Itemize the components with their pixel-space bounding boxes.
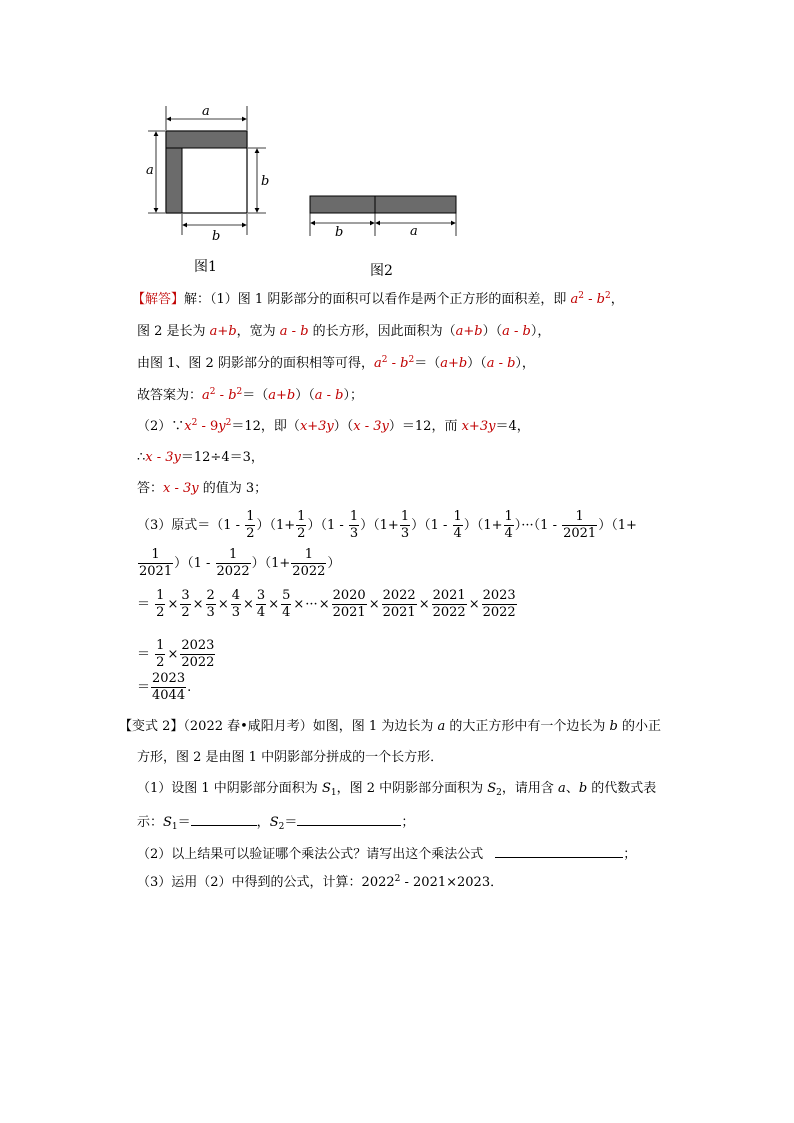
- text: ，: [256, 815, 270, 830]
- text: （3）原式＝（1 -: [137, 518, 245, 533]
- fraction: [400, 509, 410, 542]
- text: ＝12，即（: [231, 419, 300, 434]
- text: ＝（: [414, 356, 441, 371]
- text: 故答案为：: [137, 388, 203, 403]
- text: - 9: [197, 419, 219, 434]
- answer-line-1: [132, 291, 624, 309]
- math: x+3y: [461, 419, 496, 434]
- numerator: 2022: [382, 588, 416, 603]
- var: b: [578, 781, 588, 796]
- fig1-caption: 图1: [194, 259, 217, 275]
- fraction: [296, 509, 306, 542]
- text: ）（1+: [251, 556, 291, 571]
- math: x - 3y: [145, 450, 181, 465]
- exp: 2: [236, 387, 243, 397]
- equals: ＝: [137, 647, 151, 662]
- text: 由图 1、图 2 阴影部分的面积相等可得，: [137, 356, 374, 371]
- numerator: 2020: [332, 588, 366, 603]
- fig1-label-a-top: a: [202, 104, 210, 119]
- text: - 2021×2023．: [400, 875, 504, 890]
- numerator: 1: [216, 547, 251, 564]
- numerator: 2: [206, 588, 215, 603]
- numerator: 1: [291, 547, 326, 564]
- math: a+b: [209, 324, 237, 339]
- variant-line-4: [137, 811, 414, 832]
- numerator: 1: [297, 509, 306, 524]
- text: ）＝12，而: [388, 419, 462, 434]
- text: ，宽为: [236, 324, 280, 339]
- var: S: [487, 781, 497, 796]
- math: x: [184, 419, 192, 434]
- fraction: [155, 588, 165, 621]
- text: ，图 2 中阴影部分面积为: [336, 781, 488, 796]
- figure-1: [140, 100, 280, 270]
- math: a - b: [486, 356, 516, 371]
- denominator: 3: [231, 605, 240, 620]
- text: （2022 春•咸阳月考）如图，图 1 为边长为: [183, 719, 438, 734]
- numerator: 2023: [152, 671, 186, 686]
- denominator: 2: [156, 655, 165, 670]
- text: -: [583, 292, 597, 307]
- var: S: [163, 815, 172, 830]
- denominator: 2022: [216, 564, 250, 579]
- text: 的大正方形中有一个边长为: [445, 719, 610, 734]
- answer-blank-formula[interactable]: [495, 843, 623, 858]
- math: b: [228, 388, 237, 403]
- exp: 2: [578, 291, 584, 301]
- times-sign: ×: [368, 597, 380, 612]
- fraction: [216, 547, 251, 580]
- math: b: [400, 356, 409, 371]
- math: a - b: [279, 324, 309, 339]
- text: ）（1 -: [174, 556, 215, 571]
- answer-blank-s2[interactable]: [297, 811, 401, 826]
- numerator: 1: [156, 638, 165, 653]
- text: ）（: [482, 324, 503, 339]
- fraction: [155, 638, 165, 671]
- text: 解：（1）图 1 阴影部分的面积可以看作是两个正方形的面积差，即: [184, 292, 571, 307]
- exp: 2: [209, 387, 216, 397]
- numerator: 1: [349, 509, 359, 524]
- exp: 2: [604, 291, 611, 301]
- text: ＝4，: [495, 419, 530, 434]
- math: b: [596, 292, 605, 307]
- variant-line-6: [137, 874, 503, 892]
- numerator: 1: [246, 509, 255, 524]
- fraction: [245, 509, 255, 542]
- fraction: [432, 588, 467, 621]
- ellipsis: ···: [305, 597, 318, 612]
- numerator: 1: [400, 509, 410, 524]
- denominator: 4: [256, 605, 266, 620]
- times-sign: ×: [318, 597, 330, 612]
- answer-line-10: [137, 587, 518, 623]
- numerator: 1: [562, 509, 597, 526]
- text: ＝（: [242, 388, 269, 403]
- times-sign: ×: [167, 647, 179, 662]
- denominator: 2021: [382, 605, 416, 620]
- numerator: 1: [156, 588, 165, 603]
- math: a+b: [440, 356, 468, 371]
- text: ）（: [467, 356, 487, 371]
- denominator: 2: [297, 526, 306, 541]
- math: a+b: [268, 388, 296, 403]
- math: a: [373, 356, 382, 371]
- denominator: 2021: [139, 564, 173, 579]
- text: 图 2 是长为: [137, 324, 210, 339]
- answer-line-5: [137, 418, 530, 436]
- text: -: [215, 388, 229, 403]
- exp: 2: [225, 418, 232, 428]
- text: ）（1+: [256, 518, 296, 533]
- answer-line-8: [137, 508, 637, 544]
- fraction: [138, 547, 173, 580]
- math: x - 3y: [163, 481, 199, 496]
- denominator: 2022: [432, 605, 466, 620]
- answer-tag: 【解答】: [132, 292, 185, 307]
- denominator: 4044: [152, 688, 186, 703]
- fig2-label-a: a: [410, 224, 418, 239]
- math: a+b: [455, 324, 483, 339]
- answer-line-11: [137, 637, 216, 673]
- numerator: 3: [256, 588, 266, 603]
- variant-tag: 【变式 2】: [119, 719, 184, 734]
- denominator: 2022: [292, 564, 326, 579]
- text: ）···（1 -: [514, 518, 562, 533]
- text: ）（: [295, 388, 315, 403]
- text: 的小正: [617, 719, 661, 734]
- text: 的代数式表: [587, 781, 657, 796]
- sub: 2: [496, 788, 502, 798]
- text: 答：: [137, 481, 164, 496]
- denominator: 3: [400, 526, 410, 541]
- text: ）（: [333, 419, 354, 434]
- text: （2）∵: [137, 419, 185, 434]
- fraction: [291, 547, 326, 580]
- text: ）（1+: [598, 518, 637, 533]
- denominator: 3: [349, 526, 359, 541]
- answer-blank-s1[interactable]: [191, 811, 257, 826]
- var: b: [609, 719, 618, 734]
- text: ）；: [343, 388, 363, 403]
- numerator: 2023: [482, 588, 516, 603]
- answer-line-12: [137, 670, 191, 706]
- exp: 2: [381, 355, 388, 365]
- fraction: [281, 588, 291, 621]
- answer-line-7: [137, 480, 267, 498]
- fraction: [180, 588, 190, 621]
- denominator: 4: [453, 526, 462, 541]
- text: ＝: [177, 815, 191, 830]
- text: （1）设图 1 中阴影部分面积为: [137, 781, 322, 796]
- denominator: 4: [504, 526, 513, 541]
- times-sign: ×: [293, 597, 305, 612]
- times-sign: ×: [217, 597, 229, 612]
- denominator: 3: [206, 605, 215, 620]
- variant-line-5: [137, 843, 636, 864]
- text: -: [387, 356, 401, 371]
- var: S: [321, 781, 331, 796]
- text: ）（1+: [463, 518, 503, 533]
- text: ）（1 -: [411, 518, 452, 533]
- text: 方形，图 2 是由图 1 中阴影部分拼成的一个长方形．: [137, 750, 444, 765]
- text: ＝: [284, 815, 298, 830]
- math: a - b: [314, 388, 344, 403]
- fraction: [256, 588, 266, 621]
- fig2-label-b: b: [335, 225, 344, 240]
- shaded-top-strip: [166, 131, 247, 148]
- denominator: 2: [181, 605, 190, 620]
- variant-line-1: [119, 718, 661, 736]
- fig1-label-a-left: a: [146, 163, 154, 178]
- denominator: 2: [246, 526, 255, 541]
- sub: 1: [171, 822, 178, 832]
- fraction: [206, 588, 216, 621]
- fraction: [231, 588, 241, 621]
- answer-line-9: [137, 546, 340, 582]
- times-sign: ×: [167, 597, 179, 612]
- numerator: 1: [504, 509, 513, 524]
- denominator: 2: [156, 605, 165, 620]
- text: ，请用含: [501, 781, 559, 796]
- sub: 1: [330, 788, 337, 798]
- fraction: [504, 509, 514, 542]
- math: a - b: [502, 324, 531, 339]
- text: 示：: [137, 815, 164, 830]
- text: （3）运用（2）中得到的公式，计算：2022: [137, 875, 395, 890]
- numerator: 3: [181, 588, 190, 603]
- numerator: 4: [231, 588, 240, 603]
- fraction: [453, 509, 463, 542]
- text: ），: [530, 324, 551, 339]
- math: x - 3y: [353, 419, 389, 434]
- variant-line-2: [137, 749, 443, 767]
- answer-line-2: [137, 323, 550, 341]
- fig2-caption: 图2: [370, 263, 393, 279]
- var: a: [558, 781, 566, 796]
- text: ），: [515, 356, 535, 371]
- shaded-rectangle: [310, 196, 456, 213]
- var: a: [437, 719, 446, 734]
- text: ，: [610, 292, 624, 307]
- numerator: 1: [138, 547, 173, 564]
- sub: 2: [278, 822, 285, 832]
- fraction: [562, 509, 597, 542]
- var: S: [269, 815, 279, 830]
- equals: ＝: [137, 680, 151, 695]
- text: ；: [401, 815, 415, 830]
- math: x+3y: [299, 419, 334, 434]
- denominator: 2021: [563, 526, 597, 541]
- shaded-left-strip: [166, 148, 182, 213]
- fraction: [180, 638, 215, 671]
- text: （2）以上结果可以验证哪个乘法公式？请写出这个乘法公式: [137, 847, 484, 862]
- text: 、: [565, 781, 579, 796]
- math: a: [570, 292, 579, 307]
- fig1-label-b-right: b: [261, 174, 270, 189]
- text: ）: [327, 556, 341, 571]
- math: y: [218, 419, 226, 434]
- fraction: [151, 671, 186, 704]
- numerator: 2023: [181, 638, 215, 653]
- answer-line-4: [137, 387, 363, 405]
- fraction: [349, 509, 359, 542]
- figure-2: [305, 190, 465, 245]
- text: ＝12÷4＝3，: [180, 450, 264, 465]
- numerator: 2021: [432, 588, 466, 603]
- times-sign: ×: [243, 597, 254, 612]
- denominator: 2022: [482, 605, 516, 620]
- denominator: 4: [282, 605, 291, 620]
- times-sign: ×: [468, 597, 480, 612]
- times-sign: ×: [268, 597, 280, 612]
- times-sign: ×: [418, 597, 430, 612]
- answer-line-6: [137, 449, 264, 467]
- exp: 2: [408, 355, 415, 365]
- text: ）（1+: [360, 518, 399, 533]
- text: 的长方形，因此面积为（: [308, 324, 456, 339]
- numerator: 1: [453, 509, 462, 524]
- exp: 2: [394, 874, 401, 884]
- text: ∴: [137, 450, 146, 465]
- exp: 2: [191, 418, 198, 428]
- denominator: 2021: [332, 605, 366, 620]
- fraction: [482, 588, 517, 621]
- text: ）（1 -: [307, 518, 348, 533]
- equals: ＝: [137, 597, 151, 612]
- fraction: [332, 588, 367, 621]
- denominator: 2022: [181, 655, 215, 670]
- numerator: 5: [282, 588, 291, 603]
- text: .: [187, 680, 192, 695]
- answer-line-3: [137, 355, 535, 373]
- fraction: [382, 588, 417, 621]
- text: 的值为 3；: [198, 481, 268, 496]
- fig1-label-b-bottom: b: [212, 229, 221, 244]
- text: ；: [623, 847, 637, 862]
- times-sign: ×: [192, 597, 204, 612]
- variant-line-3: [137, 780, 656, 798]
- math: a: [202, 388, 210, 403]
